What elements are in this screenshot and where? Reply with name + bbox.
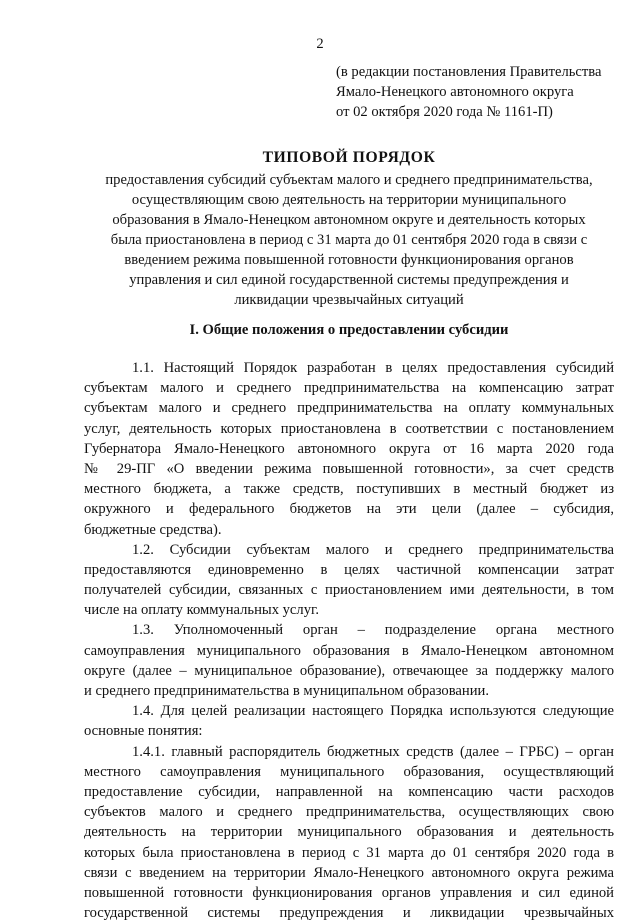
paragraph	[84, 540, 614, 621]
paragraph-line: деятельность на территории муниципального образования и деятельность	[84, 824, 614, 841]
paragraph-line: 1.1. Настоящий Порядок разработан в целях предоставления субсидий	[132, 360, 614, 376]
document-subtitle	[84, 170, 614, 310]
subtitle-line: введением режима повышенной готовности функционирования органов	[124, 252, 574, 268]
paragraph-line: которых была приостановлена в период с 31 марта до 01 сентября 2020 года в	[84, 844, 614, 861]
title-block	[84, 148, 614, 310]
subtitle-line: была приостановлена в период с 31 марта до 01 сентября 2020 года в связи с	[110, 232, 588, 248]
edition-note-line: (в редакции постановления Правительства	[336, 64, 602, 80]
paragraph-line: повышенной готовности функционирования органов управления и сил единой	[84, 884, 614, 901]
subtitle-line: управления и сил единой государственной системы предупреждения и	[129, 272, 569, 288]
subtitle-line: ликвидации чрезвычайных ситуаций	[234, 292, 464, 308]
paragraph-line: субъектам малого и среднего предпринимательства на оплату коммунальных	[84, 400, 614, 417]
paragraph-line: государственной системы предупреждения и ликвидации чрезвычайных	[84, 905, 614, 922]
paragraph-line: 1.4. Для целей реализации настоящего Порядка используются следующие	[132, 703, 614, 720]
paragraph-line: 1.3. Уполномоченный орган – подразделение органа местного	[132, 622, 614, 639]
paragraph-line: связи с введением на территории Ямало-Ненецкого автономного округа режима	[84, 864, 614, 881]
paragraph-line: и среднего предпринимательства в муниципальном образовании.	[84, 683, 489, 699]
edition-note-line: Ямало-Ненецкого автономного округа	[336, 84, 574, 100]
paragraph	[84, 701, 614, 741]
paragraph-line: предоставление субсидии, направленной на компенсацию части расходов	[84, 783, 614, 800]
page-number: 2	[316, 36, 324, 52]
paragraph-line: субъектам малого и среднего предпринимательства на компенсацию затрат	[84, 380, 614, 397]
paragraph-line: основные понятия:	[84, 723, 203, 740]
paragraph-line: услуг, деятельность которых приостановлена в соответствии с постановлением	[84, 420, 614, 437]
paragraph-line: округе (далее – муниципальное образование), отвечающее за поддержку малого	[84, 662, 614, 679]
paragraph-line: субъектов малого и среднего предпринимательства, осуществляющих свою	[84, 804, 614, 821]
paragraph-line: местного самоуправления муниципального образования, осуществляющий	[84, 763, 614, 780]
body-text	[84, 358, 614, 923]
paragraph-line: получателей субсидии, связанных с приостановлением ими деятельности, в том	[84, 582, 614, 599]
paragraph-line: окружного и федерального бюджетов на эти цели (далее – субсидия,	[84, 501, 614, 518]
paragraph-line: № 29-ПГ «О введении режима повышенной готовности», за счет средств	[84, 460, 614, 477]
subtitle-line: предоставления субсидий субъектам малого и среднего предпринимательства,	[105, 172, 593, 188]
paragraph	[84, 742, 614, 923]
paragraph-line: самоуправления муниципального образования в Ямало-Ненецком автономном	[84, 642, 614, 659]
paragraph-line: предоставляются единовременно в целях частичной компенсации затрат	[84, 561, 614, 578]
paragraph-line: местного бюджета, а также средств, поступивших в местный бюджет из	[84, 481, 614, 498]
paragraph	[84, 620, 614, 701]
paragraph	[84, 358, 614, 540]
subtitle-line: образования в Ямало-Ненецком автономном округе и деятельность которых	[112, 212, 586, 228]
section-heading: I. Общие положения о предоставлении субсидии	[189, 322, 509, 338]
paragraph-line: 1.4.1. главный распорядитель бюджетных средств (далее – ГРБС) – орган	[132, 743, 614, 760]
paragraph-line: Губернатора Ямало-Ненецкого автономного округа от 16 марта 2020 года	[84, 440, 614, 457]
document-title: ТИПОВОЙ ПОРЯДОК	[262, 149, 436, 166]
edition-note-line: от 02 октября 2020 года № 1161-П)	[336, 104, 553, 120]
edition-note	[336, 62, 626, 122]
subtitle-line: осуществляющим свою деятельность на территории муниципального	[131, 192, 567, 208]
paragraph-line: 1.2. Субсидии субъектам малого и среднего предпринимательства	[132, 541, 614, 558]
paragraph-line: числе на оплату коммунальных услуг.	[84, 602, 319, 619]
paragraph-line: бюджетные средства).	[84, 521, 222, 538]
